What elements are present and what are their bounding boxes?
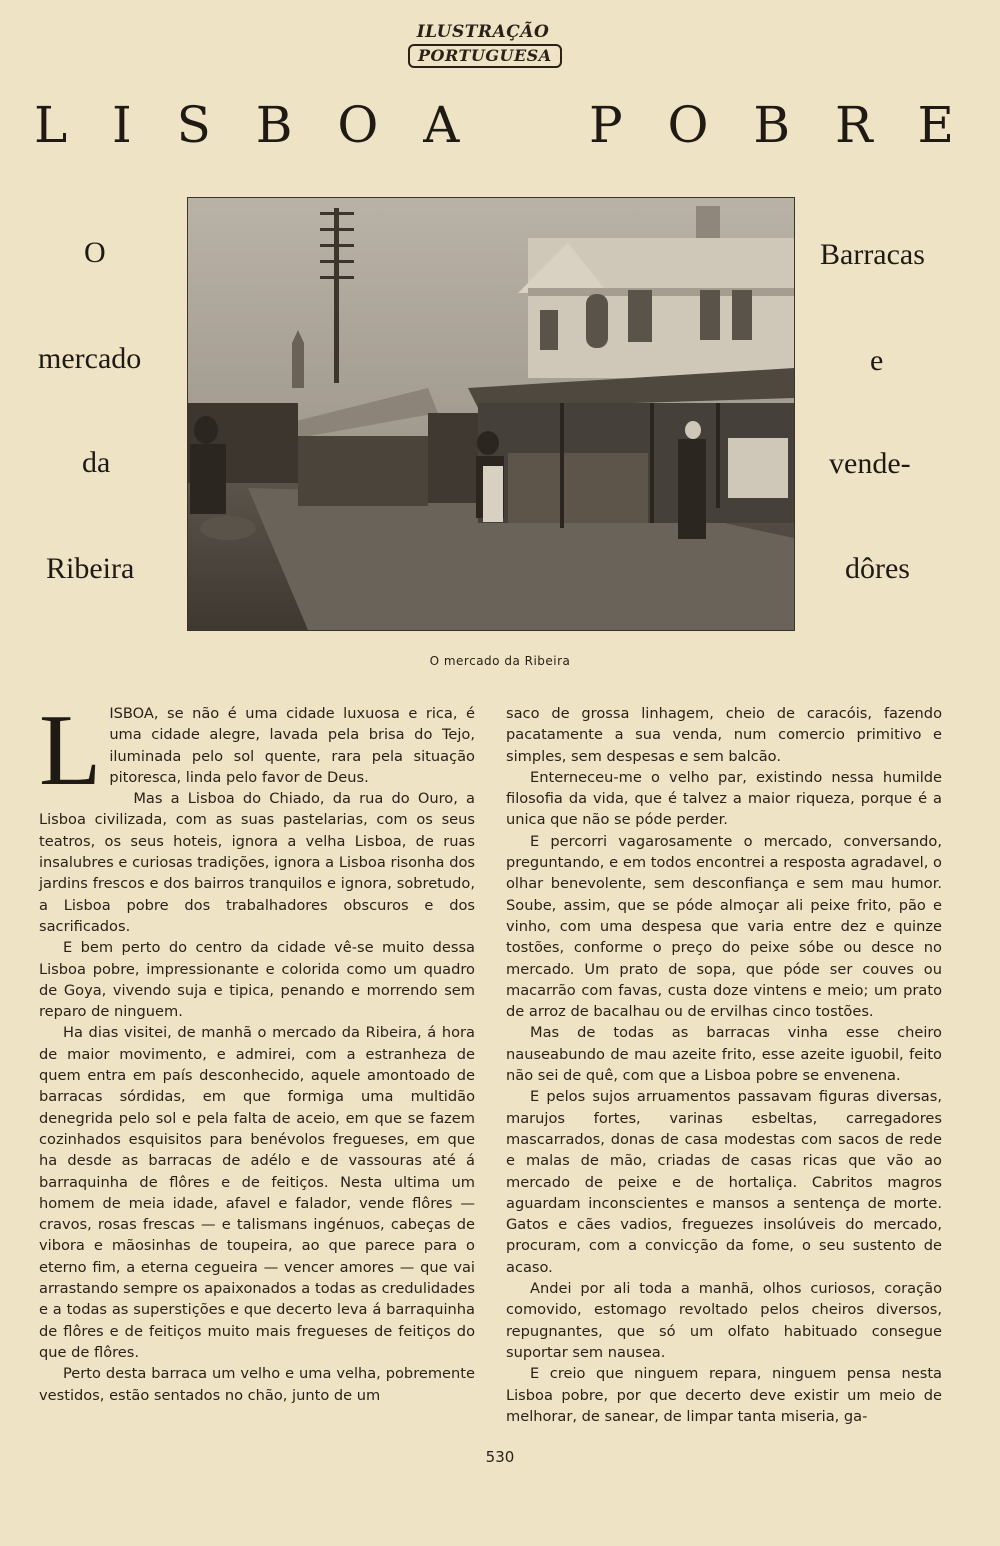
left-title-word: O <box>84 236 106 269</box>
paragraph: Mas de todas as barracas vinha esse cheiro nauseabundo de mau azeite frito, esse azeite iguobil, feito não sei de quê, com que a Lisboa pobre se envenena. <box>506 1024 942 1085</box>
headline-letter: B <box>753 96 791 154</box>
photo-caption: O mercado da Ribeira <box>429 654 571 668</box>
headline-letter: E <box>917 96 954 154</box>
article-column-right <box>506 703 942 1427</box>
drop-cap: L <box>39 694 102 807</box>
right-title-word: Barracas <box>820 238 925 271</box>
paragraph: Enterneceu-me o velho par, existindo nessa humilde filosofia da vida, que é talvez a maior riqueza, porque é a unica que não se póde perder. <box>506 768 942 829</box>
paragraph: E percorri vagarosamente o mercado, conversando, preguntando, e em todos encontrei a resposta agradavel, o olhar benevolente, sem desconfiança e sem mau humor. Soube, assim, que se póde almoçar ali peixe frito, pão e vinho, com uma despesa que varia entre dez e quinze tostões, conforme o preço do peixe sóbe ou desce no mercado. Um prato de sopa, que póde ser couves ou macarrão com favas, custa doze vintens e meio; um prato de arroz de bacalhau ou de ervilhas cinco tostões. <box>506 832 942 1021</box>
right-title-word: vende- <box>829 447 911 480</box>
headline <box>34 92 954 158</box>
article-column-left <box>39 694 475 1406</box>
headline-letter: S <box>176 96 211 154</box>
headline-letter: I <box>112 96 132 154</box>
masthead-line-2: PORTUGUESA <box>408 44 562 68</box>
paragraph: ISBOA, se não é uma cidade luxuosa e rica, é uma cidade alegre, lavada pela brisa do Tejo, iluminada pelo sol quente, rara pela situação pitoresca, linda pelo favor de Deus. <box>109 705 475 786</box>
left-title-word: da <box>82 446 111 479</box>
paragraph: Perto desta barraca um velho e uma velha, pobremente vestidos, estão sentados no chão, junto de um <box>39 1365 475 1404</box>
paragraph: E bem perto do centro da cidade vê-se muito dessa Lisboa pobre, impressionante e colorida como um quadro de Goya, vivendo suja e tipica, penando e morrendo sem reparo de ninguem. <box>39 939 475 1021</box>
masthead-line-1: ILUSTRAÇÃO <box>416 22 550 42</box>
headline-letter: A <box>423 96 460 154</box>
left-title-word: Ribeira <box>46 552 135 585</box>
market-photo <box>187 197 795 631</box>
paragraph: E pelos sujos arruamentos passavam figuras diversas, marujos fortes, varinas esbeltas, carregadores mascarrados, donas de casa modestas com sacos de rede e malas de mão, criadas de casas ricas que vão ao mercado de peixe e de hortaliça. Cabritos magros aguardam inconscientes e mansos a sentença de morte. Gatos e cães vadios, freguezes insolúveis do mercado, procuram, com a convicção da fome, o seu sustento de acaso. <box>506 1088 942 1276</box>
right-title-word: e <box>870 344 884 377</box>
right-title-word: dôres <box>845 552 910 585</box>
paragraph: Mas a Lisboa do Chiado, da rua do Ouro, a Lisboa civilizada, com as suas pastelarias, com os seus teatros, os seus hoteis, ignora a velha Lisboa, de ruas insalubres e curiosas tradições, ignora a Lisboa risonha dos jardins frescos e dos bairros tranquilos e ignora, sobretudo, a Lisboa pobre dos trabalhadores obscuros e dos sacrificados. <box>39 790 475 935</box>
headline-letter: R <box>834 96 873 154</box>
left-title-word: mercado <box>38 342 142 375</box>
paragraph: saco de grossa linhagem, cheio de caracóis, fazendo pacatamente a sua venda, num comercio primitivo e simples, sem despesas e sem balcão. <box>506 705 942 765</box>
headline-letter: O <box>667 96 709 154</box>
headline-letter: O <box>337 96 379 154</box>
headline-letter: B <box>255 96 293 154</box>
headline-letter: P <box>589 96 623 154</box>
paragraph: Andei por ali toda a manhã, olhos curiosos, coração comovido, estomago revoltado pelos cheiros diversos, repugnantes, que só um olfato habituado consegue suportar sem nausea. <box>506 1280 942 1361</box>
page-number: 530 <box>485 1448 515 1466</box>
paragraph: E creio que ninguem repara, ninguem pensa nesta Lisboa pobre, por que decerto deve existir um meio de melhorar, de sanear, de limpar tanta miseria, ga- <box>506 1365 942 1425</box>
masthead-logo <box>408 20 558 76</box>
paragraph: Ha dias visitei, de manhã o mercado da Ribeira, á hora de maior movimento, e admirei, com a estranheza de quem entra em país desconhecido, aquele amontoado de barracas sórdidas, em que formiga uma multidão denegrida pelo sol e pela falta de aceio, em que se fazem cozinhados esquisitos para benévolos fregueses, em que ha desde as barracas de adélo e de vassouras até á barraquinha de flôres e de feitiços. Nesta ultima um homem de meia idade, afavel e falador, vende flôres — cravos, rosas frescas — e talismans ingénuos, cabeças de vibora e mãosinhas de toupeira, ao que parece para o eterno fim, a eterna cegueira — vencer amores — que vai arrastando sempre os apaixonados a todas as credulidades e a todas as superstições e que decerto leva á barraquinha de flôres e de feitiços muito mais fregueses de feitiços do que de flôres. <box>39 1024 475 1361</box>
headline-letter: L <box>34 96 68 154</box>
